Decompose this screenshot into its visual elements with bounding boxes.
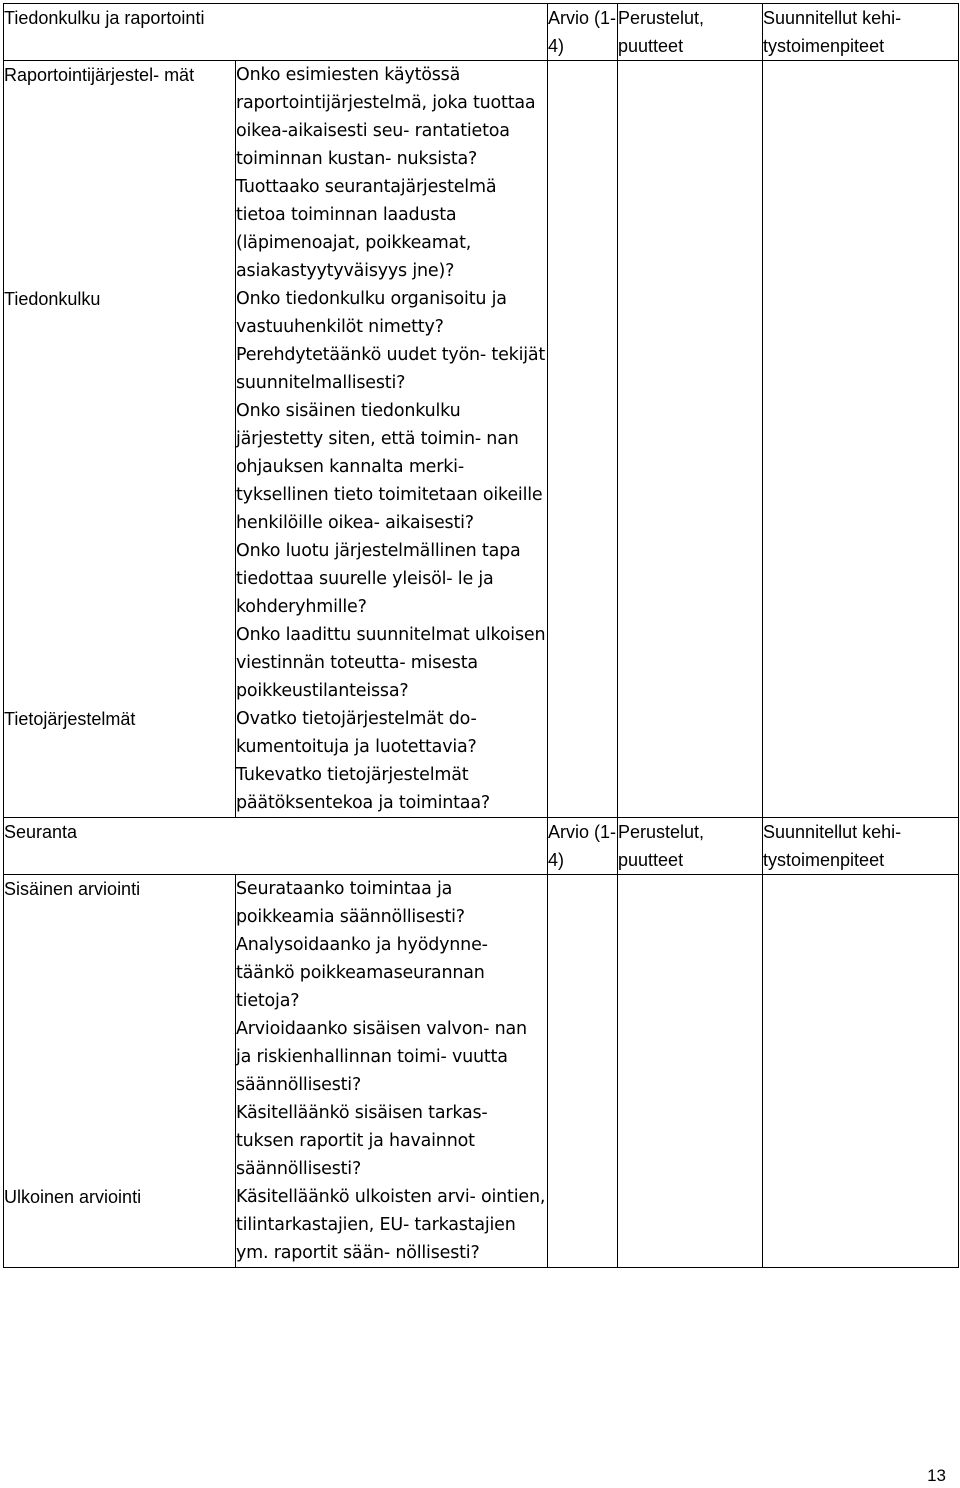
question-cell: Onko luotu järjestelmällinen tapa tiedottaa suurelle yleisöl- le ja kohderyhmille? <box>236 537 548 621</box>
col-header-reasons: Perustelut, puutteet <box>618 818 763 875</box>
category-cell: Tietojärjestelmät <box>4 705 236 818</box>
question-cell: Seurataanko toimintaa ja poikkeamia säännöllisesti? <box>236 875 548 932</box>
reasons-cell[interactable] <box>618 61 763 818</box>
col-header-rating: Arvio (1-4) <box>548 818 618 875</box>
question-cell: Arvioidaanko sisäisen valvon- nan ja riskienhallinnan toimi- vuutta säännöllisesti? <box>236 1015 548 1099</box>
table-row <box>4 875 959 932</box>
section-header-row <box>4 4 959 61</box>
reasons-cell[interactable] <box>618 875 763 1268</box>
question-cell: Onko tiedonkulku organisoitu ja vastuuhenkilöt nimetty? <box>236 285 548 341</box>
question-cell: Onko esimiesten käytössä raportointijärjestelmä, joka tuottaa oikea-aikaisesti seu- rantatietoa toiminnan kustan- nuksista? <box>236 61 548 174</box>
question-cell: Onko laadittu suunnitelmat ulkoisen viestinnän toteutta- misesta poikkeustilanteissa? <box>236 621 548 705</box>
category-cell: Ulkoinen arviointi <box>4 1183 236 1268</box>
col-header-reasons: Perustelut, puutteet <box>618 4 763 61</box>
table-row <box>4 61 959 174</box>
question-cell: Ovatko tietojärjestelmät do- kumentoituja ja luotettavia? <box>236 705 548 761</box>
col-header-planned: Suunnitellut kehi- tystoimenpiteet <box>763 4 959 61</box>
section-header-row <box>4 818 959 875</box>
rating-cell[interactable] <box>548 61 618 818</box>
assessment-table <box>3 3 959 1268</box>
question-cell: Perehdytetäänkö uudet työn- tekijät suunnitelmallisesti? <box>236 341 548 397</box>
section-title: Tiedonkulku ja raportointi <box>4 4 548 61</box>
question-cell: Tuottaako seurantajärjestelmä tietoa toiminnan laadusta (läpimenoajat, poikkeamat, asiakastyytyväisyys jne)? <box>236 173 548 285</box>
planned-actions-cell[interactable] <box>763 61 959 818</box>
question-cell: Tukevatko tietojärjestelmät päätöksentekoa ja toimintaa? <box>236 761 548 818</box>
col-header-rating: Arvio (1-4) <box>548 4 618 61</box>
question-cell: Onko sisäinen tiedonkulku järjestetty siten, että toimin- nan ohjauksen kannalta merki- tyksellinen tieto toimitetaan oikeille henkilöille oikea- aikaisesti? <box>236 397 548 537</box>
question-cell: Analysoidaanko ja hyödynne- täänkö poikkeamaseurannan tietoja? <box>236 931 548 1015</box>
col-header-planned: Suunnitellut kehi- tystoimenpiteet <box>763 818 959 875</box>
category-cell: Sisäinen arviointi <box>4 875 236 1184</box>
page-number: 13 <box>927 1466 946 1485</box>
question-cell: Käsitelläänkö ulkoisten arvi- ointien, tilintarkastajien, EU- tarkastajien ym. raportit sään- nöllisesti? <box>236 1183 548 1268</box>
category-cell: Raportointijärjestel- mät <box>4 61 236 286</box>
section-title: Seuranta <box>4 818 548 875</box>
rating-cell[interactable] <box>548 875 618 1268</box>
planned-actions-cell[interactable] <box>763 875 959 1268</box>
category-cell: Tiedonkulku <box>4 285 236 705</box>
question-cell: Käsitelläänkö sisäisen tarkas- tuksen raportit ja havainnot säännöllisesti? <box>236 1099 548 1183</box>
